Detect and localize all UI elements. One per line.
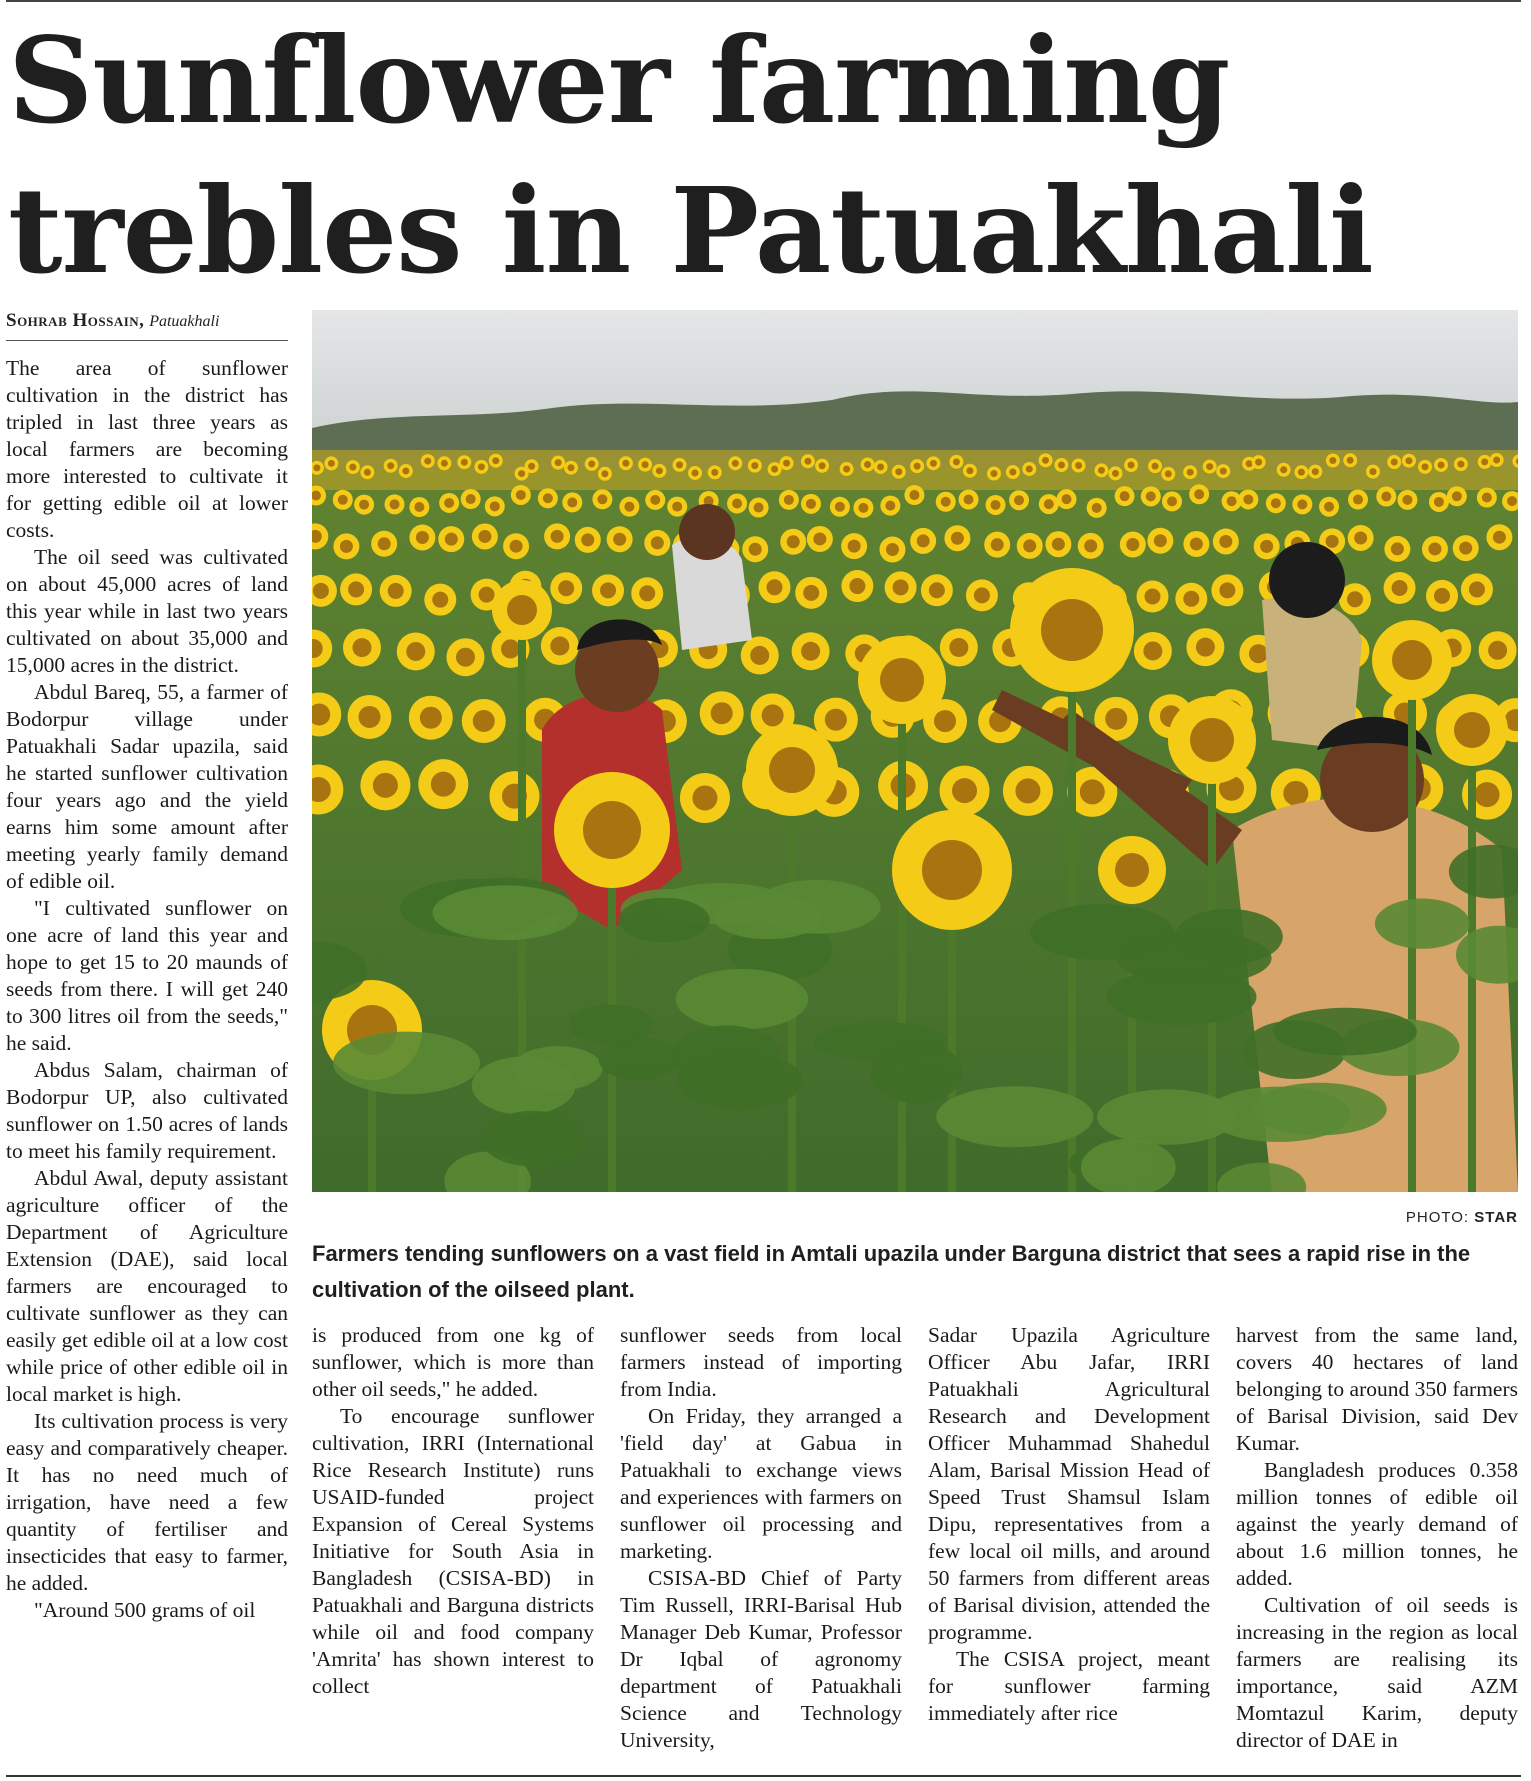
paragraph: Abdul Bareq, 55, a farmer of Bodorpur village under Patuakhali Sadar upazila, said he started sunflower cultivation four years ago and the yield earns him some amount after meeting yearly family demand of edible oil. bbox=[6, 680, 288, 893]
paragraph: Bangladesh produces 0.358 million tonnes of edible oil against the yearly demand of about 1.6 million tonnes, he added. bbox=[1236, 1458, 1518, 1590]
byline bbox=[6, 310, 288, 341]
sunflower-field-photo bbox=[312, 310, 1518, 1192]
paragraph: Sadar Upazila Agriculture Officer Abu Jafar, IRRI Patuakhali Agricultural Research and Development Officer Muhammad Shahedul Alam, Barisal Mission Head of Speed Trust Shamsul Islam Dipu, representatives from a few local oil mills, and around 50 farmers from different areas of Barisal division, attended the programme. bbox=[928, 1323, 1210, 1644]
paragraph: To encourage sunflower cultivation, IRRI (International Rice Research Institute) runs USAID-funded project Expansion of Cereal Systems Initiative for South Asia in Bangladesh (CSISA-BD) in Patuakhali and Barguna districts while oil and food company 'Amrita' has shown interest to collect bbox=[312, 1404, 594, 1698]
photo-illustration bbox=[312, 310, 1518, 1192]
photo-credit-prefix: PHOTO: bbox=[1405, 1209, 1470, 1226]
photo-caption: Farmers tending sunflowers on a vast field in Amtali upazila under Barguna district that sees a rapid rise in the cultivation of the oilseed plant. bbox=[312, 1241, 1471, 1302]
top-rule bbox=[6, 0, 1521, 2]
article-column-2 bbox=[312, 1322, 594, 1700]
bottom-rule bbox=[6, 1775, 1521, 1777]
photo-credit bbox=[1406, 1209, 1518, 1226]
paragraph: The CSISA project, meant for sunflower farming immediately after rice bbox=[928, 1647, 1210, 1725]
article-column-3 bbox=[620, 1322, 902, 1754]
paragraph: "Around 500 grams of oil bbox=[34, 1598, 256, 1622]
article-column-5 bbox=[1236, 1322, 1518, 1754]
paragraph: "I cultivated sunflower on one acre of land this year and hope to get 15 to 20 maunds of seeds from there. I will get 240 to 300 litres oil from the seeds," he said. bbox=[6, 896, 288, 1055]
paragraph: Its cultivation process is very easy and comparatively cheaper. It has no need much of irrigation, have need a few quantity of fertiliser and insecticides that easy to farmer, he added. bbox=[6, 1409, 288, 1595]
paragraph: The oil seed was cultivated on about 45,000 acres of land this year while in last two years cultivated on about 35,000 and 15,000 acres in the district. bbox=[6, 545, 288, 677]
article-column-4 bbox=[928, 1322, 1210, 1727]
paragraph: The area of sunflower cultivation in the district has tripled in last three years as local farmers are becoming more interested to cultivate it for getting edible oil at lower costs. bbox=[6, 356, 288, 542]
byline-name: Sohrab Hossain, bbox=[6, 310, 145, 331]
paragraph: Abdul Awal, deputy assistant agriculture officer of the Department of Agriculture Extension (DAE), said local farmers are encouraged to cultivate sunflower as they can easily get edible oil at a low cost while price of other edible oil in local market is high. bbox=[6, 1166, 288, 1406]
paragraph: harvest from the same land, covers 40 hectares of land belonging to around 350 farmers of Barisal Division, said Dev Kumar. bbox=[1236, 1323, 1518, 1455]
paragraph: is produced from one kg of sunflower, which is more than other oil seeds," he added. bbox=[312, 1323, 594, 1401]
byline-place: Patuakhali bbox=[149, 313, 220, 330]
headline: Sunflower farming trebles in Patuakhali bbox=[8, 11, 1373, 300]
paragraph: Abdus Salam, chairman of Bodorpur UP, also cultivated sunflower on 1.50 acres of lands to meet his family requirement. bbox=[6, 1058, 288, 1163]
paragraph: sunflower seeds from local farmers instead of importing from India. bbox=[620, 1323, 902, 1401]
paragraph: Cultivation of oil seeds is increasing in the region as local farmers are realising its importance, said AZM Momtazul Karim, deputy director of DAE in bbox=[1236, 1593, 1518, 1752]
photo-credit-source: STAR bbox=[1474, 1209, 1518, 1226]
article-column-1 bbox=[6, 355, 288, 1624]
paragraph: CSISA-BD Chief of Party Tim Russell, IRRI-Barisal Hub Manager Deb Kumar, Professor Dr Iqbal of agronomy department of Patuakhali Science and Technology University, bbox=[620, 1566, 902, 1752]
paragraph: On Friday, they arranged a 'field day' at Gabua in Patuakhali to exchange views and experiences with farmers on sunflower oil processing and marketing. bbox=[620, 1404, 902, 1563]
